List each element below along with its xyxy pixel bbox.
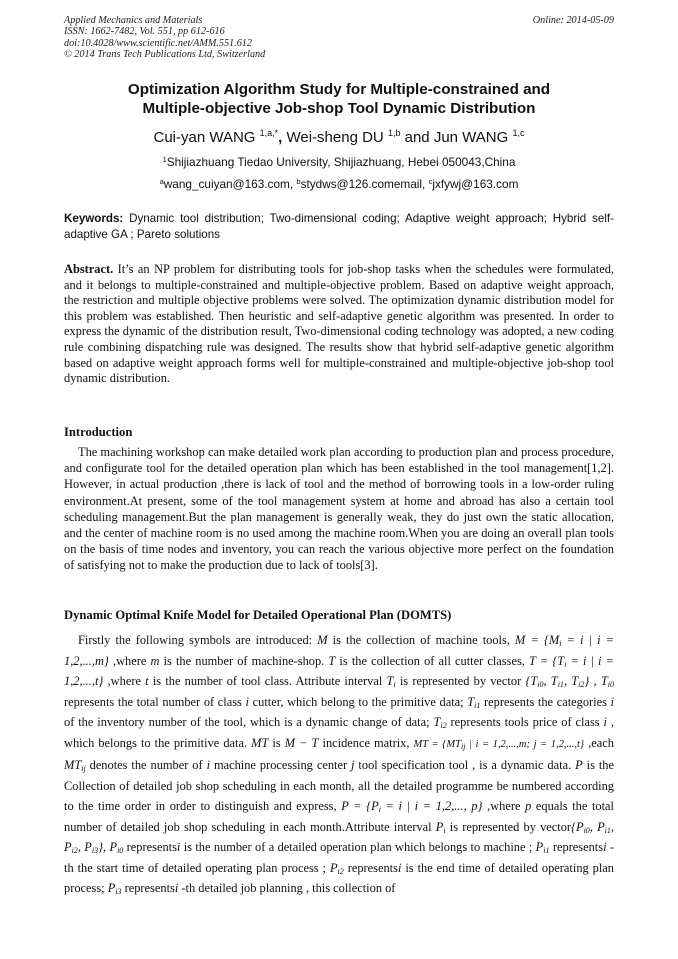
math-symbol: MT	[64, 758, 82, 772]
math-symbol: T	[433, 715, 441, 729]
formula-part: M = {M	[515, 633, 560, 647]
formula-part: = i | i = 1,2,...,m}	[64, 633, 615, 668]
text: -th the start time of detailed operating plan process ;	[64, 840, 614, 875]
author-3-marker: 1,c	[512, 128, 525, 138]
paper-title	[60, 80, 618, 118]
text: ,where	[108, 653, 151, 668]
formula-part: , T	[543, 674, 558, 688]
subscript: i0	[537, 680, 544, 689]
text: represents	[549, 840, 604, 854]
subscript: i	[393, 680, 396, 689]
formula-part: {P	[571, 819, 584, 834]
math-symbol: i	[174, 881, 179, 895]
text: of the inventory number of the tool, which is a dynamic change of data;	[64, 715, 434, 729]
affiliation-text: Shijiazhuang Tiedao University, Shijiazhuang, Hebei 050043,China	[166, 155, 516, 169]
text: is represented by vector	[395, 674, 526, 688]
subscript: ij	[81, 764, 86, 773]
math-symbol: i	[610, 694, 615, 709]
math-symbol: i	[603, 840, 607, 854]
subscript: i1	[557, 680, 564, 689]
abstract	[64, 262, 614, 387]
subscript: i	[443, 825, 446, 835]
text: represents	[121, 881, 175, 895]
author-list	[40, 128, 638, 148]
subscript: i0	[607, 680, 614, 689]
formula-part: }	[98, 840, 104, 854]
domts-paragraph	[64, 630, 614, 899]
subscript: i2	[337, 866, 344, 876]
subscript: i	[378, 805, 381, 814]
math-symbol: P	[435, 819, 444, 834]
keywords-text: Dynamic tool distribution; Two-dimensional coding; Adaptive weight approach; Hybrid self-adaptive GA ; Pareto solutions	[64, 212, 614, 241]
author-2-marker: 1,b	[387, 128, 401, 138]
title-line-1: Optimization Algorithm Study for Multiple-constrained and	[127, 81, 551, 98]
email-b-marker: b	[296, 177, 301, 186]
affiliation	[40, 155, 638, 170]
text: incidence matrix,	[318, 735, 414, 750]
math-symbol: T	[328, 653, 336, 668]
online-date: Online: 2014-05-09	[532, 15, 614, 26]
subscript: i2	[440, 721, 447, 730]
formula-part: }	[584, 674, 590, 688]
formula-part: , P	[103, 840, 118, 854]
text: represents the total number of class	[64, 694, 246, 709]
text: ,each	[584, 735, 614, 750]
subscript: i1	[474, 700, 481, 710]
math-symbol: t	[145, 674, 149, 688]
text: represents	[343, 860, 398, 875]
text: tool specification tool , is a dynamic data.	[354, 758, 576, 772]
email-a-marker: a	[159, 177, 164, 186]
doi-line: doi:10.4028/www.scientific.net/AMM.551.612	[64, 37, 252, 49]
introduction-paragraph: The machining workshop can make detailed work plan according to production plan and process procedure, and configurate tool for the detailed operation plan which has been established in the tool management[1,2]. However, in actual production ,there is lack of tool and the method of borrowing tools in a low-order ruling environment.At present, some of the tool management system at home and abroad has also a certain tool scheduling management.But the plan management is generally weak, they do just own the static allocation, and the center of machine room is no used among the machine room.When you are doing an overall plan tools on the basis of time nodes and inventory, you can reach the various objective more perfect on the foundation of satisfying not to make the production due to lack of tools[3].	[64, 445, 614, 573]
subscript: i3	[91, 846, 99, 855]
formula-part: , P	[589, 819, 605, 834]
math-symbol: T	[467, 694, 475, 709]
subscript: i3	[115, 887, 122, 896]
math-symbol: P	[575, 758, 583, 772]
formula-part: P = {P	[341, 799, 379, 813]
math-symbol: P	[535, 840, 544, 854]
subscript: i	[564, 659, 567, 669]
domts-heading: Dynamic Optimal Knife Model for Detailed Operational Plan (DOMTS)	[64, 608, 452, 622]
math-symbol: M	[317, 633, 328, 647]
issn-line: ISSN: 1662-7482, Vol. 551, pp 612-616	[64, 26, 225, 38]
text: is the collection of machine tools,	[327, 633, 516, 647]
text: is the end time of detailed operating plan process;	[64, 860, 614, 895]
keywords-label: Keywords:	[64, 212, 124, 225]
formula-part: T = {T	[528, 653, 565, 668]
math-symbol: MT	[251, 735, 269, 750]
math-symbol: j	[351, 758, 355, 772]
email-list	[40, 177, 638, 192]
email-c-marker: c	[428, 177, 433, 186]
journal-header	[64, 15, 614, 61]
text: denotes the number of	[85, 758, 207, 772]
formula-part: , T	[589, 674, 608, 688]
text: equals the total number of detailed job shop scheduling in each month.Attribute interval	[64, 799, 614, 834]
text: -th detailed job planning , this collection of	[178, 881, 396, 895]
math-symbol: i	[603, 715, 607, 729]
subscript: i1	[543, 846, 550, 855]
text: is the Collection of detailed job shop scheduling in each month, all the detailed programme be numbered according to the time order in order to distinguish and express,	[64, 758, 614, 813]
text: is	[268, 735, 285, 750]
math-symbol: i	[206, 758, 211, 772]
text: Firstly the following symbols are introduced:	[78, 633, 318, 647]
text: is the collection of all cutter classes,	[335, 653, 529, 668]
keywords	[64, 211, 614, 243]
formula-part: , P	[64, 819, 615, 854]
math-symbol: i	[176, 840, 181, 854]
title-line-2: Multiple-objective Job-shop Tool Dynamic Distribution	[142, 100, 536, 117]
text: cutter, which belong to the primitive data;	[248, 694, 468, 709]
formula-part: , P	[77, 840, 92, 854]
author-2: Wei-sheng DU	[286, 129, 384, 146]
formula-part: MT = {MT	[413, 738, 461, 750]
subscript: i1	[604, 825, 611, 835]
formula-part: | i = 1,2,...,m; j = 1,2,...,t}	[465, 738, 585, 750]
author-1: Cui-yan WANG	[153, 129, 256, 146]
formula-part: = i | i = 1,2,..., p}	[380, 799, 483, 813]
copyright-line: © 2014 Trans Tech Publications Ltd, Switzerland	[64, 49, 266, 61]
affiliation-marker: 1	[162, 155, 167, 164]
formula-part: = i | i = 1,2,...,t}	[64, 653, 614, 688]
formula-part: {T	[525, 674, 538, 688]
text: is the number of machine-shop.	[159, 653, 329, 668]
math-symbol: P	[329, 860, 338, 875]
subscript: ij	[460, 741, 466, 751]
abstract-label: Abstract.	[64, 262, 114, 276]
formula-T-vector	[525, 674, 614, 688]
email-c[interactable]: jxfywj@163.com	[432, 177, 519, 191]
formula-P	[341, 799, 482, 813]
text: is represented by vector	[445, 819, 572, 834]
email-a[interactable]: wang_cuiyan@163.com,	[163, 177, 297, 191]
text: ,where	[482, 799, 526, 813]
author-1-marker: 1,a,*	[259, 128, 279, 138]
text: is the number of a detailed operation plan which belongs to machine ;	[180, 840, 536, 854]
math-symbol: p	[525, 799, 532, 813]
text: is the number of tool class. Attribute interval	[148, 674, 387, 688]
text: ,where	[103, 674, 146, 688]
math-symbol: M − T	[284, 735, 319, 750]
formula-MT	[414, 739, 585, 750]
text: represents tools price of class	[446, 715, 604, 729]
journal-name: Applied Mechanics and Materials	[64, 15, 203, 26]
subscript: i0	[583, 825, 590, 835]
text: represents the categories	[480, 694, 611, 709]
abstract-text: It’s an NP problem for distributing tools for job-shop tasks when the schedules were formulated, and it belongs to multiple-constrained and multiple-objective problem. Based on adaptive weight approach, the restriction and multiple objective problems were solved. The optimization dynamic distribution model for this problem was established. Then heuristic and self-adaptive genetic algorithm was presented. In order to express the dynamic of the distribution result, Two-dimensional coding technology was adopted, a new coding rule combining dispatching rule was designed. The results show that hybrid self-adaptive genetic algorithm based on adaptive weight approach forms well for multiple-constrained and multiple-objective job-shop tool dynamic distribution.	[64, 262, 614, 386]
text: represents	[123, 840, 177, 854]
math-symbol: P	[107, 881, 116, 895]
formula-part: , T	[563, 674, 579, 688]
math-symbol: i	[245, 694, 249, 709]
author-3: Jun WANG	[433, 129, 509, 146]
author-separator: ,	[278, 129, 283, 146]
math-symbol: T	[386, 674, 394, 688]
introduction-heading: Introduction	[64, 425, 133, 439]
text: machine processing center	[210, 758, 352, 772]
subscript: i2	[578, 680, 585, 689]
math-symbol: i	[397, 860, 402, 875]
subscript: i2	[71, 846, 78, 855]
math-symbol: m	[150, 653, 160, 668]
author-conjunction: and	[404, 129, 430, 146]
text: , which belongs to the primitive data.	[64, 715, 614, 750]
email-b[interactable]: stydws@126.comemail,	[300, 177, 429, 191]
subscript: i0	[117, 846, 124, 855]
subscript: i	[559, 639, 562, 648]
